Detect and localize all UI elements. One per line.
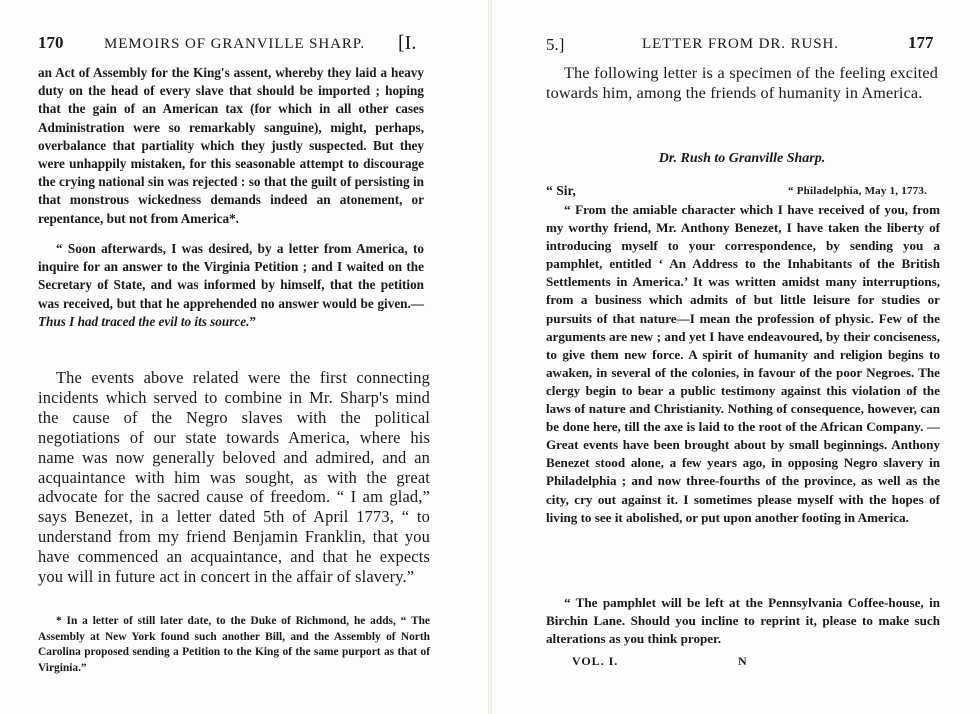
intro-paragraph: The following letter is a specimen of the feeling excited towards him, among the friends of humanity in America.	[546, 64, 938, 102]
right-page	[490, 0, 980, 714]
chapter-bracket: [I.	[398, 32, 417, 54]
dateline: “ Philadelphia, May 1, 1773.	[788, 185, 928, 197]
footnote: * In a letter of still later date, to the Duke of Richmond, he adds, “ The Assembly at New York found such another Bill, and the Assembly of North Carolina proposed sending a Petition to the King of the same purport as that of Virginia.”	[38, 615, 430, 674]
quote-close: ”	[249, 313, 256, 329]
running-head: LETTER FROM DR. RUSH.	[642, 36, 839, 52]
page-number: 177	[908, 33, 934, 52]
paragraph-events: The events above related were the first connecting incidents which served to combine in Mr. Sharp's mind the cause of the Negro slaves with the political negotiations of our state towards America, where his name was now generally beloved and admired, and an acquaintance with him was sought, as with the great advocate for the sacred cause of freedom. “ I am glad,” says Benezet, in a letter dated 5th of April 1773, “ to understand from my friend Benjamin Franklin, that you have commenced an acquaintance, and that he expects you will in future act in concert in the affair of slavery.”	[38, 368, 430, 587]
letter-paragraph-2: “ The pamphlet will be left at the Pennsylvania Coffee-house, in Birchin Lane. Should you incline to reprint it, please to make such alterations as you think proper.	[546, 595, 940, 647]
paragraph-continuation: an Act of Assembly for the King's assent, whereby they laid a heavy duty on the head of every slave that should be imported ; hoping that the gain of an American tax (for which in all other cases Administration were so remarkably sanguine), might, perhaps, overbalance that partiality which they justly suspected. But they were unhappily mistaken, for this seasonable attempt to discourage the crying national sin was rejected : so that the guilt of persisting in that monstrous wickedness demands indeed an atonement, or repentance, but not from America*.	[38, 65, 424, 226]
letter-paragraph: “ From the amiable character which I have received of you, from my worthy friend, Mr. Anthony Benezet, I have taken the liberty of introducing myself to your correspondence, by sending you a pamphlet, entitled ‘ An Address to the Inhabitants of the British Settlements in America.’ It was written amidst many interruptions, from a business which admits of but little leisure for studies or pursuits of that nature—I mean the profession of physic. Few of the arguments are new ; and yet I have endeavoured, by their conciseness, to give them new force. A spirit of humanity and religion begins to awaken, in several of the colonies, in favour of the poor Negroes. The clergy begin to bear a public testimony against this violation of the laws of nature and Christianity. Nothing of consequence, however, can be done here, till the axe is laid to the root of the African Company. — Great events have been brought about by small beginnings. Anthony Benezet stood alone, a few years ago, in opposing Negro slavery in Philadelphia ; and now three-fourths of the province, as well as the city, cry out against it. I sometimes please myself with the hopes of living to see it abolished, or put upon another footing in America.	[546, 202, 940, 525]
volume-signature: VOL. I.	[572, 654, 619, 668]
signature-mark: N	[738, 654, 748, 668]
quote-italic: Thus I had traced the evil to its source.	[38, 313, 250, 329]
running-head: MEMOIRS OF GRANVILLE SHARP.	[104, 36, 365, 52]
salutation: “ Sir,	[546, 183, 576, 198]
quote-text: “ Soon afterwards, I was desired, by a letter from America, to inquire for an answer to the Virginia Petition ; and I waited on the Secretary of State, and was informed by himself, that the petition was received, but that he apprehended no answer would be given.—	[38, 241, 424, 311]
letter-heading: Dr. Rush to Granville Sharp.	[658, 151, 826, 166]
section-marker: 5.]	[546, 35, 565, 54]
page-number: 170	[38, 33, 64, 52]
paragraph-quote	[38, 240, 424, 331]
